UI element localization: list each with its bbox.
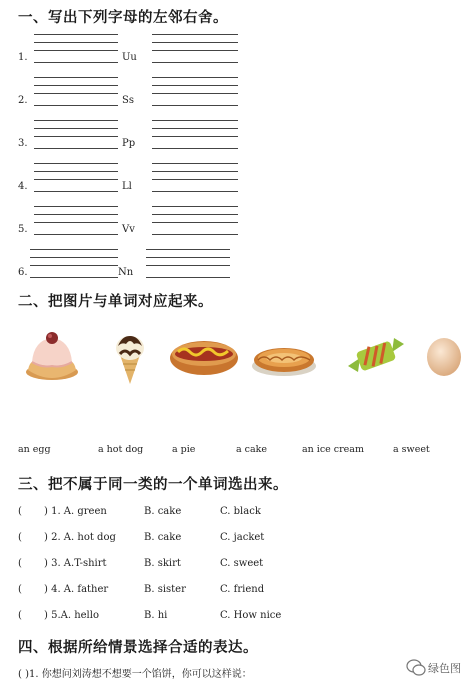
pie-icon [250,338,318,378]
hot-dog-icon [168,332,240,378]
word-an-ice-cream: an ice cream [302,444,364,455]
answer-bracket-open[interactable]: ( [18,532,22,543]
letter-row-number: 3. [18,138,28,149]
letter-row-letter: Vv [122,224,135,235]
word-a-sweet: a sweet [393,444,430,455]
letter-row-number: 6. [18,267,28,278]
question-option-c: C. friend [220,584,265,595]
question-option-a: ) 2. A. hot dog [44,532,116,543]
letter-row [18,118,458,158]
writing-line[interactable] [152,214,238,215]
letter-row [18,247,458,287]
wechat-icon [406,659,426,677]
writing-line[interactable] [152,128,238,129]
writing-line[interactable] [152,179,238,180]
writing-line[interactable] [152,34,238,35]
question-option-a: ) 3. A.T-shirt [44,558,107,569]
answer-bracket-open[interactable]: ( [18,610,22,621]
word-an-egg: an egg [18,444,51,455]
letter-row-letter: Uu [122,52,137,63]
situation-question-1: ( )1. 你想问刘涛想不想要一个馅饼，你可以这样说： [18,669,252,680]
letter-row-number: 5. [18,224,28,235]
odd-one-out-question [18,532,458,548]
question-option-b: B. hi [144,610,168,621]
writing-line[interactable] [30,257,118,258]
writing-line[interactable] [152,191,238,192]
writing-line[interactable] [152,105,238,106]
writing-line[interactable] [152,42,238,43]
writing-line[interactable] [152,50,238,51]
question-option-b: B. cake [144,506,182,517]
writing-line[interactable] [34,62,118,63]
odd-one-out-question [18,506,458,522]
writing-line[interactable] [34,191,118,192]
writing-line[interactable] [152,222,238,223]
section-title-3: 三、把不属于同一类的一个单词选出来。 [18,477,288,493]
writing-line[interactable] [152,234,238,235]
question-option-a: ) 4. A. father [44,584,109,595]
writing-line[interactable] [34,128,118,129]
sweet-icon [344,334,408,378]
writing-line[interactable] [34,214,118,215]
writing-line[interactable] [34,50,118,51]
question-option-a: ) 1. A. green [44,506,107,517]
writing-line[interactable] [152,206,238,207]
writing-line[interactable] [152,171,238,172]
question-option-a: ) 5.A. hello [44,610,99,621]
writing-line[interactable] [34,34,118,35]
section-title-2: 二、把图片与单词对应起来。 [18,294,213,310]
writing-line[interactable] [30,277,118,278]
writing-line[interactable] [152,148,238,149]
writing-line[interactable] [34,179,118,180]
writing-line[interactable] [152,163,238,164]
letter-row-number: 1. [18,52,28,63]
writing-line[interactable] [34,85,118,86]
writing-line[interactable] [34,77,118,78]
section-title-1: 一、写出下列字母的左邻右舍。 [18,10,228,26]
writing-line[interactable] [34,171,118,172]
word-a-pie: a pie [172,444,196,455]
writing-line[interactable] [34,163,118,164]
writing-line[interactable] [146,277,230,278]
writing-line[interactable] [152,93,238,94]
writing-line[interactable] [34,42,118,43]
letter-row-letter: Ll [122,181,132,192]
ice-cream-icon [112,330,148,386]
writing-line[interactable] [34,206,118,207]
writing-line[interactable] [34,93,118,94]
letter-row-number: 2. [18,95,28,106]
writing-line[interactable] [34,105,118,106]
answer-bracket-open[interactable]: ( [18,506,22,517]
section-title-4: 四、根据所给情景选择合适的表达。 [18,640,258,656]
letter-row-letter: Pp [122,138,136,149]
question-option-c: C. jacket [220,532,265,543]
letter-row-number: 4. [18,181,28,192]
question-option-b: B. cake [144,532,182,543]
picture-row [0,318,464,388]
watermark-text: 绿色图 [428,662,461,675]
word-a-hot-dog: a hot dog [98,444,144,455]
word-a-cake: a cake [236,444,268,455]
writing-line[interactable] [146,249,230,250]
letter-row-letter: Ss [122,95,134,106]
writing-line[interactable] [152,136,238,137]
writing-line[interactable] [34,136,118,137]
letter-row [18,161,458,201]
writing-line[interactable] [152,85,238,86]
writing-line[interactable] [152,62,238,63]
writing-line[interactable] [34,148,118,149]
writing-line[interactable] [152,77,238,78]
letter-row [18,204,458,244]
cake-icon [24,326,80,382]
watermark [400,655,464,681]
answer-bracket-open[interactable]: ( [18,558,22,569]
writing-line[interactable] [34,222,118,223]
writing-line[interactable] [34,234,118,235]
writing-line[interactable] [30,265,118,266]
question-option-b: B. skirt [144,558,181,569]
writing-line[interactable] [146,265,230,266]
letter-row [18,32,458,72]
odd-one-out-question [18,584,458,600]
question-option-c: C. How nice [220,610,282,621]
writing-line[interactable] [30,249,118,250]
question-option-c: C. sweet [220,558,264,569]
question-option-c: C. black [220,506,261,517]
writing-line[interactable] [152,120,238,121]
writing-line[interactable] [146,257,230,258]
answer-bracket-open[interactable]: ( [18,584,22,595]
egg-icon [424,334,464,378]
writing-line[interactable] [34,120,118,121]
question-option-b: B. sister [144,584,186,595]
letter-row [18,75,458,115]
word-row [0,444,464,458]
odd-one-out-question [18,610,458,626]
odd-one-out-question [18,558,458,574]
letter-row-letter: Nn [118,267,134,278]
